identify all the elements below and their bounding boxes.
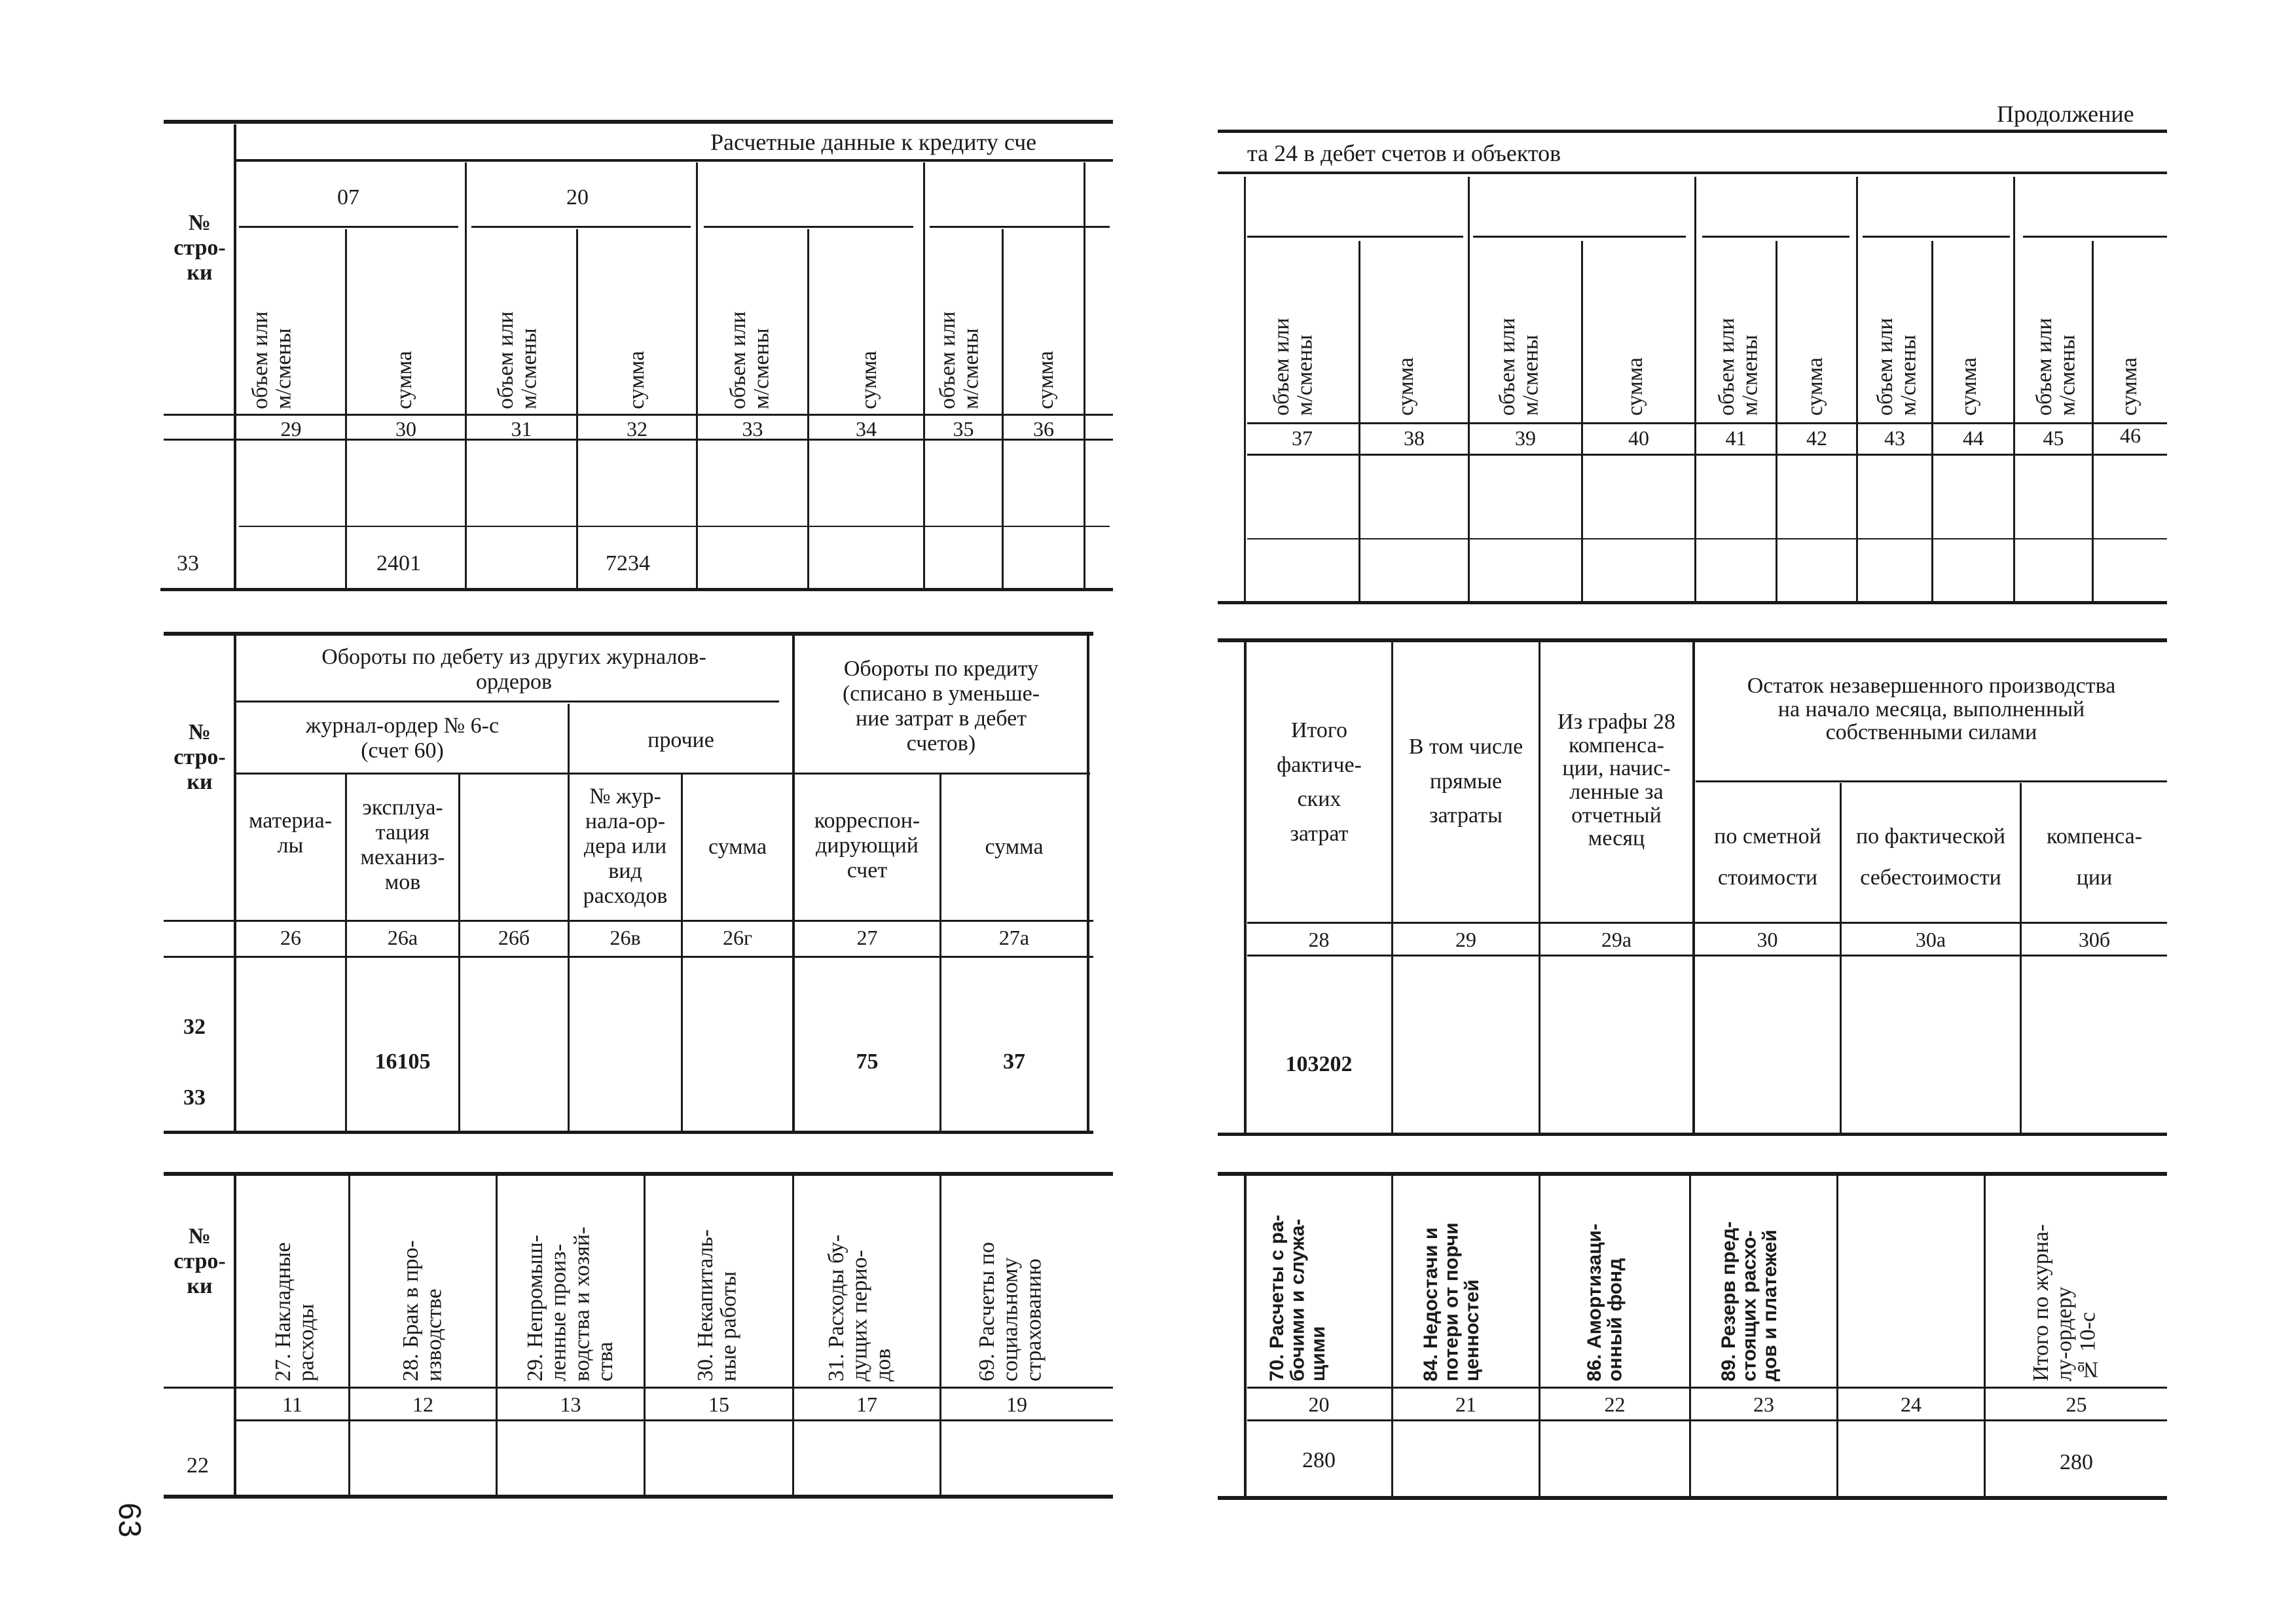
- cell-value: 280: [1302, 1448, 1336, 1472]
- top-left-title: Расчетные данные к кредиту сче: [710, 129, 1037, 155]
- col-number: 44: [1963, 426, 1984, 450]
- exploitation-header: эксплуа- тация механиз- мов: [360, 795, 445, 895]
- row-number: 32: [183, 1015, 206, 1039]
- account-header: 84. Недостачи и потери от порчи ценностей: [1420, 1222, 1483, 1381]
- col-number: 24: [1901, 1393, 1922, 1416]
- col-number: 35: [953, 417, 974, 441]
- sum-header: сумма: [1034, 350, 1058, 409]
- col-number: 36: [1033, 417, 1054, 441]
- col-number: 12: [412, 1393, 433, 1416]
- col-number: 32: [627, 417, 647, 441]
- corresponding-header: корреспон- дирующий счет: [814, 809, 920, 883]
- other-header: прочие: [647, 728, 714, 752]
- sum-header: сумма: [1803, 357, 1827, 416]
- col-number: 30б: [2078, 928, 2111, 951]
- col-number: 29: [1455, 928, 1476, 951]
- account-header: 28. Брак в про- изводстве: [399, 1240, 446, 1381]
- col-number: 37: [1292, 426, 1313, 450]
- group-07: 07: [337, 185, 359, 210]
- debit-header: Обороты по дебету из других журналов- ордеров: [321, 645, 706, 695]
- col-number: 30: [1757, 928, 1778, 951]
- group-20: 20: [566, 185, 589, 210]
- account-header: Итого по журна- лу-ордеру № 10-с: [2029, 1224, 2100, 1381]
- col-number: 26а: [387, 926, 418, 949]
- cell-value: 75: [856, 1049, 879, 1074]
- direct-header: В том числе прямые затраты: [1408, 735, 1523, 828]
- col-number: 43: [1884, 426, 1905, 450]
- row-number: 33: [183, 1085, 206, 1110]
- col-number: 19: [1006, 1393, 1027, 1416]
- sum-header: сумма: [625, 350, 649, 409]
- sum-header: сумма: [2117, 357, 2141, 416]
- vol-header: объем или м/смены: [248, 311, 296, 409]
- total-header: Итого фактиче- ских затрат: [1277, 718, 1362, 847]
- col-number: 27: [856, 926, 878, 949]
- row-number: 22: [187, 1453, 209, 1478]
- account-header: 31. Расходы бу- дущих перио- дов: [824, 1234, 896, 1381]
- sum-header: сумма: [857, 350, 881, 409]
- col-number: 29: [280, 417, 302, 441]
- col-number: 38: [1404, 426, 1425, 450]
- account-header: 69. Расчеты по социальному страхованию: [975, 1242, 1046, 1381]
- col-number: 40: [1628, 426, 1649, 450]
- vol-header: объем или м/смены: [1715, 318, 1762, 416]
- col-number: 22: [1604, 1393, 1626, 1416]
- col-number: 30: [395, 417, 416, 441]
- materials-header: материа- лы: [248, 809, 333, 858]
- vol-header: объем или м/смены: [494, 311, 541, 409]
- journal-6c-header: журнал-ордер № 6-с (счет 60): [305, 714, 500, 763]
- page-number: 63: [112, 1503, 147, 1538]
- col-number: 29а: [1601, 928, 1632, 951]
- account-header: 86. Амортизаци- онный фонд: [1584, 1224, 1626, 1381]
- row-number: 33: [177, 551, 199, 575]
- sum-header: сумма: [1623, 357, 1647, 416]
- col-number: 42: [1806, 426, 1827, 450]
- col-number: 25: [2066, 1393, 2087, 1416]
- actual-header: по фактической себестоимости: [1855, 824, 2006, 890]
- col-number: 41: [1725, 426, 1747, 450]
- sum-header: сумма: [392, 350, 416, 409]
- col-number: 13: [560, 1393, 581, 1416]
- vol-header: объем или м/смены: [2032, 318, 2080, 416]
- col-number: 26в: [610, 926, 641, 949]
- sum-header: сумма: [1957, 357, 1981, 416]
- col-number: 26: [280, 926, 301, 949]
- cell-value: 16105: [374, 1049, 431, 1074]
- continuation-label: Продолжение: [1997, 101, 2134, 127]
- col-number: 34: [856, 417, 877, 441]
- col-number: 30а: [1915, 928, 1946, 951]
- vol-header: объем или м/смены: [1495, 318, 1543, 416]
- cell-value: 103202: [1285, 1052, 1353, 1076]
- col-number: 17: [856, 1393, 877, 1416]
- account-header: 70. Расчеты с ра- бочими и служа- щими: [1266, 1214, 1329, 1381]
- remainder-header: Остаток незавершенного производства на начало месяца, выполненный собственными силами: [1747, 674, 2116, 745]
- col-number: 20: [1308, 1393, 1330, 1416]
- compensation-header: Из графы 28 компенса- ции, начис- ленные за отчетный месяц: [1558, 710, 1675, 851]
- cell-value: 280: [2060, 1450, 2093, 1474]
- col-number: 39: [1515, 426, 1536, 450]
- col-number: 45: [2043, 426, 2064, 450]
- row-header: № стро- ки: [173, 211, 226, 285]
- row-header: № стро- ки: [173, 1224, 226, 1299]
- col-number: 26б: [498, 926, 530, 949]
- account-header: 89. Резерв пред- стоящих расхо- дов и платежей: [1718, 1221, 1781, 1381]
- vol-header: объем или м/смены: [936, 311, 983, 409]
- compensations-header: компенса- ции: [2046, 824, 2143, 890]
- cell-value: 37: [1003, 1049, 1025, 1074]
- sum-header: сумма: [1394, 357, 1418, 416]
- account-header: 27. Накладные расходы: [271, 1242, 319, 1381]
- col-number: 33: [742, 417, 763, 441]
- col-number: 31: [511, 417, 532, 441]
- vol-header: объем или м/смены: [1873, 318, 1921, 416]
- top-right-title: та 24 в дебет счетов и объектов: [1247, 140, 1561, 166]
- col-number: 46: [2120, 424, 2141, 447]
- cell-value: 2401: [376, 551, 421, 575]
- account-header: 30. Некапиталь- ные работы: [693, 1229, 741, 1381]
- col-number: 23: [1753, 1393, 1774, 1416]
- col-number: 26г: [722, 926, 753, 949]
- credit-sum-header: сумма: [985, 835, 1044, 859]
- estimate-header: по сметной стоимости: [1714, 824, 1821, 890]
- col-number: 11: [282, 1393, 302, 1416]
- col-number: 15: [708, 1393, 729, 1416]
- cell-value: 7234: [606, 551, 650, 575]
- sum-header: сумма: [708, 835, 767, 859]
- vol-header: объем или м/смены: [726, 311, 774, 409]
- col-number: 21: [1455, 1393, 1476, 1416]
- credit-header: Обороты по кредиту (списано в уменьше- ние затрат в дебет счетов): [842, 657, 1040, 756]
- col-number: 28: [1308, 928, 1330, 951]
- account-header: 29. Непромыш- ленные произ- водства и хозяй- ства: [523, 1226, 618, 1381]
- row-header: № стро- ки: [173, 720, 226, 795]
- vol-header: объем или м/смены: [1269, 318, 1317, 416]
- journal-num-header: № жур- нала-ор- дера или вид расходов: [583, 784, 668, 909]
- col-number: 27а: [998, 926, 1030, 949]
